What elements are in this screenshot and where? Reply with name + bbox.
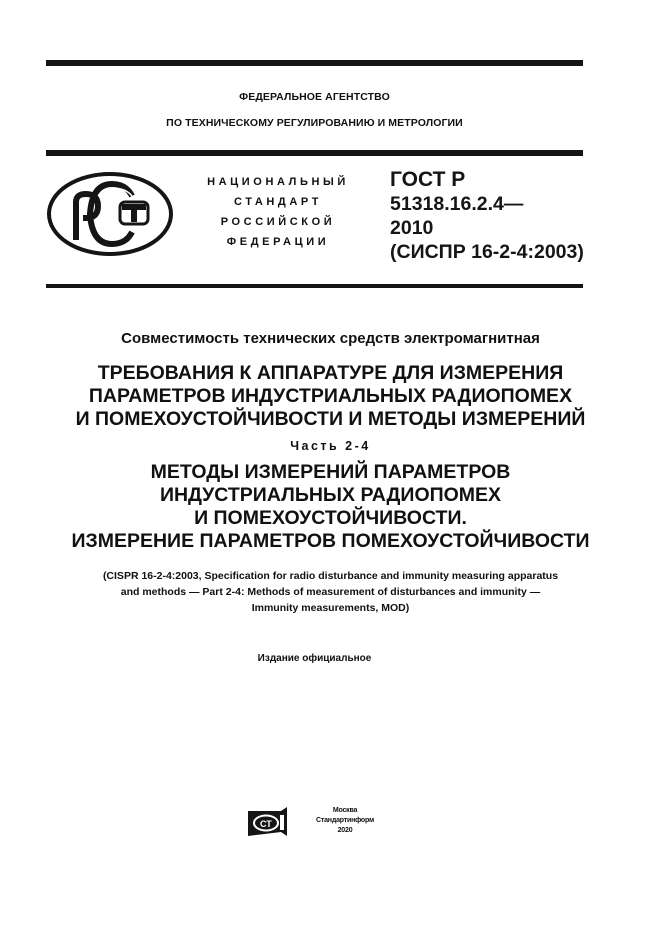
svg-text:СТ: СТ (260, 819, 272, 829)
standard-designation (390, 168, 620, 264)
national-standard-line: НАЦИОНАЛЬНЫЙ (207, 176, 349, 188)
rst-gost-emblem-icon (46, 170, 174, 258)
part-title-line: ИЗМЕРЕНИЕ ПАРАМЕТРОВ ПОМЕХОУСТОЙЧИВОСТИ (71, 530, 590, 552)
main-title-line: ТРЕБОВАНИЯ К АППАРАТУРЕ ДЛЯ ИЗМЕРЕНИЯ (97, 362, 564, 384)
designation-line-2: 51318.16.2.4— (390, 193, 524, 215)
publisher-city: Москва (332, 807, 358, 814)
national-standard-label (188, 172, 368, 252)
national-standard-line: СТАНДАРТ (233, 196, 323, 208)
document-subtitle: Совместимость технических средств электромагнитная (121, 330, 540, 347)
designation-line-3: 2010 (390, 217, 434, 239)
international-reference-line: and methods — Part 2-4: Methods of measurement of disturbances and immunity — (120, 586, 541, 598)
publisher-block (300, 806, 390, 836)
part-title-line: ИНДУСТРИАЛЬНЫХ РАДИОПОМЕХ (159, 484, 502, 506)
international-reference (40, 568, 621, 616)
international-reference-line: (CISPR 16-2-4:2003, Specification for radio disturbance and immunity measuring apparatus (102, 570, 559, 582)
document-main-title (30, 362, 631, 431)
middle-rule (46, 150, 583, 156)
top-rule (46, 60, 583, 66)
designation-line-1: ГОСТ Р (390, 168, 466, 191)
agency-name-line-1: ФЕДЕРАЛЬНОЕ АГЕНТСТВО (239, 91, 390, 103)
agency-name-line-2: ПО ТЕХНИЧЕСКОМУ РЕГУЛИРОВАНИЮ И МЕТРОЛОГИИ (166, 117, 463, 129)
designation-line-4: (СИСПР 16-2-4:2003) (390, 241, 584, 263)
part-title (30, 461, 631, 553)
standartinform-logo-icon (247, 806, 289, 837)
edition-label: Издание официальное (257, 653, 372, 664)
national-standard-line: ФЕДЕРАЦИИ (226, 236, 330, 248)
part-title-line: МЕТОДЫ ИЗМЕРЕНИЙ ПАРАМЕТРОВ (150, 461, 511, 483)
part-label: Часть 2-4 (290, 439, 371, 453)
publisher-year: 2020 (337, 827, 353, 834)
bottom-rule (46, 284, 583, 288)
main-title-line: ПАРАМЕТРОВ ИНДУСТРИАЛЬНЫХ РАДИОПОМЕХ (88, 385, 573, 407)
part-title-line: И ПОМЕХОУСТОЙЧИВОСТИ. (194, 507, 467, 529)
international-reference-line: Immunity measurements, MOD) (251, 602, 410, 614)
main-title-line: И ПОМЕХОУСТОЙЧИВОСТИ И МЕТОДЫ ИЗМЕРЕНИЙ (75, 408, 586, 430)
publisher-name: Стандартинформ (316, 817, 374, 824)
national-standard-line: РОССИЙСКОЙ (220, 216, 336, 228)
